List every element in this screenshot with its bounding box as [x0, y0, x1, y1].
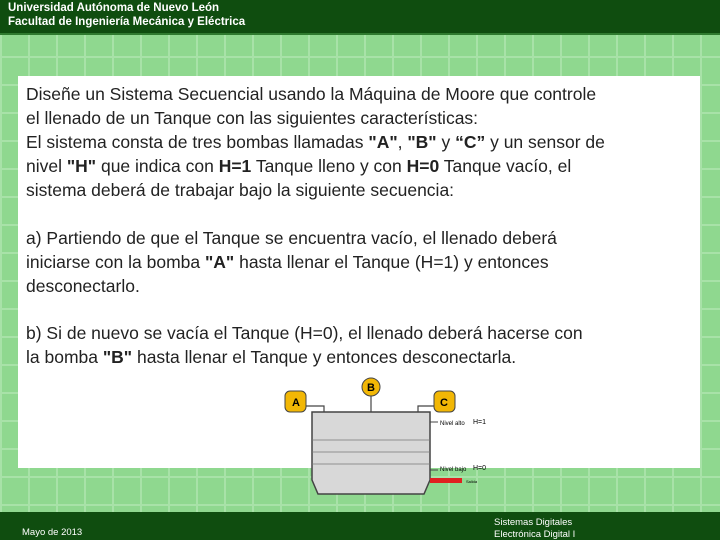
faculty-name: Facultad de Ingeniería Mecánica y Eléctrica	[8, 16, 246, 28]
outlet-label: Salida	[466, 479, 478, 484]
header-bar	[0, 0, 720, 33]
intro-paragraph	[26, 82, 605, 202]
pump-c-label: C	[440, 397, 448, 409]
sensor-h-ref: "H"	[66, 156, 97, 176]
level-high-label: Nivel alto	[440, 421, 465, 427]
university-name: Universidad Autónoma de Nuevo León	[8, 2, 220, 14]
intro-line: Diseñe un Sistema Secuencial usando la Máquina de Moore que controle	[26, 84, 597, 104]
level-low-label: Nivel bajo	[440, 467, 467, 473]
tank-diagram	[284, 376, 514, 500]
outlet-pipe	[430, 478, 462, 483]
pump-b-label: B	[367, 382, 375, 394]
step-a-paragraph	[26, 226, 557, 298]
system-line-3: sistema deberá de trabajar bajo la siguiente secuencia:	[26, 180, 455, 200]
footer-date: Mayo de 2013	[22, 527, 83, 538]
system-line-1: El sistema consta de tres bombas llamadas "A", "B" y “C” y un sensor de	[26, 132, 605, 152]
footer-bar	[0, 512, 720, 540]
step-a-line-2: iniciarse con la bomba "A" hasta llenar el Tanque (H=1) y entonces	[26, 252, 549, 272]
step-a-line-3: desconectarlo.	[26, 276, 140, 296]
footer-course-1: Sistemas Digitales	[494, 517, 573, 528]
pump-c-ref: “C”	[455, 132, 486, 152]
pump-a-pipe	[304, 406, 324, 412]
header-divider	[0, 33, 720, 35]
level-low-value: H=0	[473, 465, 487, 472]
intro-line: el llenado de un Tanque con las siguientes características:	[26, 108, 479, 128]
tank-body	[312, 412, 430, 494]
pump-b-ref: "B"	[407, 132, 437, 152]
pump-a-ref: "A"	[368, 132, 398, 152]
step-a-pump-ref: "A"	[204, 252, 235, 272]
footer-course-2: Electrónica Digital I	[494, 529, 576, 540]
step-b-pump-ref: "B"	[102, 347, 133, 367]
step-b-line-2: la bomba "B" hasta llenar el Tanque y entonces desconectarla.	[26, 347, 517, 367]
step-b-paragraph	[26, 321, 583, 369]
h-full-ref: H=1	[218, 156, 252, 176]
step-a-line-1: a) Partiendo de que el Tanque se encuentra vacío, el llenado deberá	[26, 228, 557, 248]
pump-a-label: A	[292, 397, 300, 409]
level-high-value: H=1	[473, 419, 487, 426]
h-empty-ref: H=0	[406, 156, 440, 176]
pump-c-pipe	[418, 406, 434, 412]
step-b-line-1: b) Si de nuevo se vacía el Tanque (H=0), el llenado deberá hacerse con	[26, 323, 583, 343]
system-line-2: nivel "H" que indica con H=1 Tanque lleno y con H=0 Tanque vacío, el	[26, 156, 572, 176]
